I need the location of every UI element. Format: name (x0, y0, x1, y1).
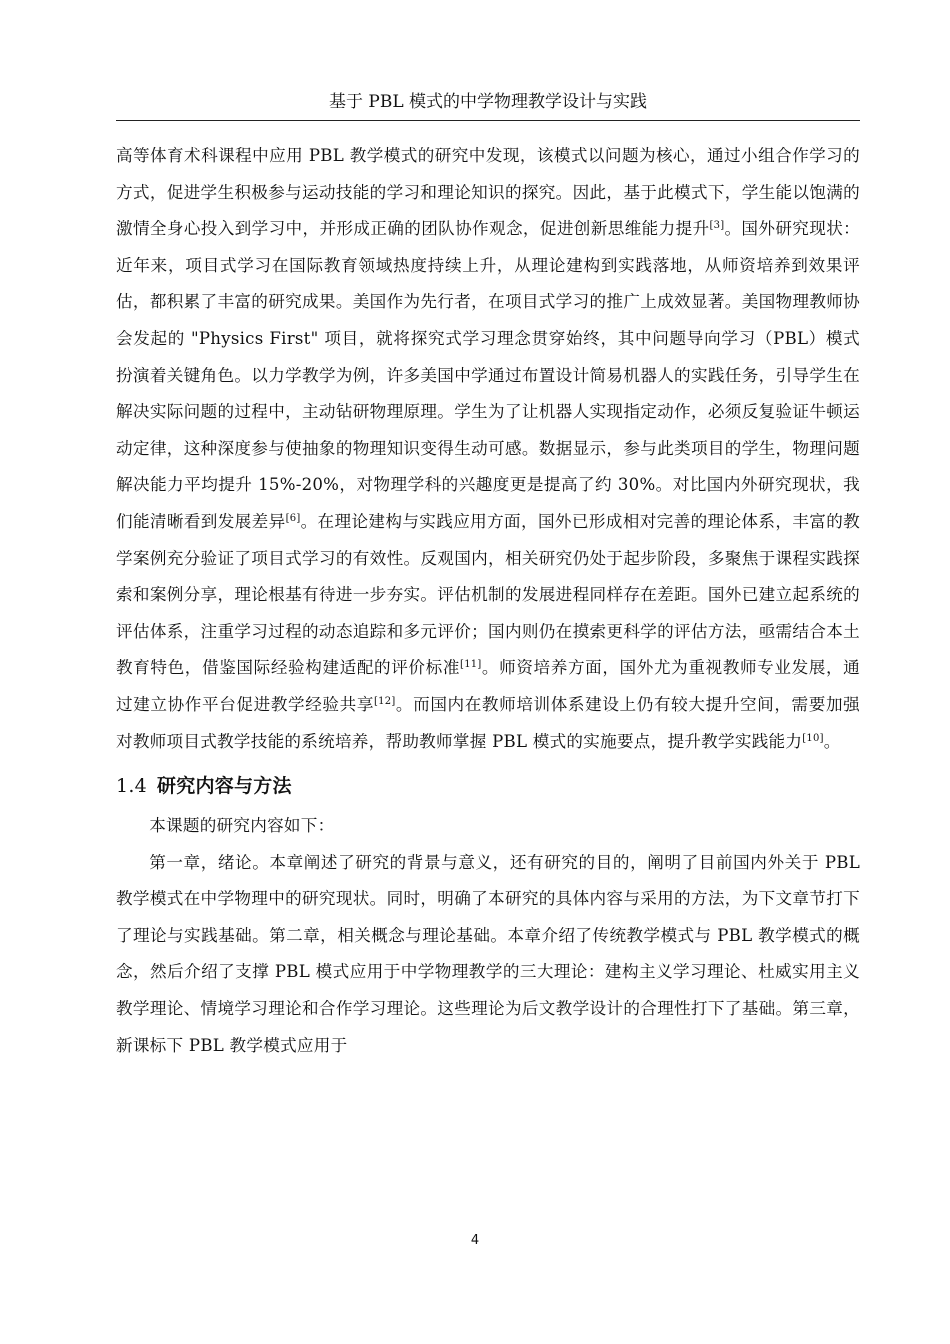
header-rule (116, 120, 860, 121)
citation: [3] (709, 220, 725, 232)
running-header: 基于 PBL 模式的中学物理教学设计与实践 (328, 92, 648, 112)
section-number: 1.4 (116, 775, 147, 798)
paragraph-text: 。而国内在教师培训体系建设上仍有较大提升空间，需要加强对教师项目式教学技能的系统培养，帮助教师掌握 PBL 模式的实施要点，提升教学实践能力 (116, 694, 861, 751)
citation: [12] (374, 695, 396, 707)
paragraph-chapters: 第一章，绪论。本章阐述了研究的背景与意义，还有研究的目的，阐明了目前国内外关于 PBL 教学模式在中学物理中的研究现状。同时，明确了本研究的具体内容与采用的方法，为下文章节打下了理论与实践基础。第二章，相关概念与理论基础。本章介绍了传统教学模式与 PBL 教学模式的概念，然后介绍了支撑 PBL 模式应用于中学物理教学的三大理论：建构主义学习理论、杜威实用主义教学理论、情境学习理论和合作学习理论。这些理论为后文教学设计的合理性打下了基础。第三章，新课标下 PBL 教学模式应用于 (116, 852, 860, 1055)
citation: [6] (285, 512, 301, 524)
citation: [11] (460, 659, 482, 671)
paragraph-text: 。国外研究现状：近年来，项目式学习在国际教育领域热度持续上升，从理论建构到实践落地，从师资培养到效果评估，都积累了丰富的研究成果。美国作为先行者，在项目式学习的推广上成效显著。美国物理教师协会发起的 "Physics First" 项目，就将探究式学习理念贯穿始终，其中问题导向学习（PBL）模式扮演着关键角色。以力学教学为例，许多美国中学通过布置设计简易机器人的实践任务，引导学生在解决实际问题的过程中，主动钻研物理原理。学生为了让机器人实现指定动作，必须反复验证牛顿运动定律，这种深度参与使抽象的物理知识变得生动可感。数据显示，参与此类项目的学生，物理问题解决能力平均提升 15%-20%，对物理学科的兴趣度更是提高了约 30%。对比国内外研究现状，我们能清晰看到发展差异 (116, 219, 861, 531)
paragraph-text: 高等体育术科课程中应用 PBL 教学模式的研究中发现，该模式以问题为核心，通过小组合作学习的方式，促进学生积极参与运动技能的学习和理论知识的探究。因此，基于此模式下，学生能以饱满的激情全身心投入到学习中，并形成正确的团队协作观念，促进创新思维能力提升 (116, 146, 860, 239)
section-title: 研究内容与方法 (156, 775, 292, 798)
section-heading (116, 766, 860, 806)
paragraph-text: 。师资培养方面，国外尤为重视教师专业发展，通过建立协作平台促进教学经验共享 (116, 658, 861, 714)
paragraph-literature-review (116, 138, 860, 760)
paragraph-text: 。 (823, 731, 841, 751)
citation: [10] (802, 732, 824, 744)
paragraph-text: 。在理论建构与实践应用方面，国外已形成相对完善的理论体系，丰富的教学案例充分验证了项目式学习的有效性。反观国内，相关研究仍处于起步阶段，多聚焦于课程实践探索和案例分享，理论根基有待进一步夯实。评估机制的发展进程同样存在差距。国外已建立起系统的评估体系，注重学习过程的动态追踪和多元评价；国内则仍在摸索更科学的评估方法，亟需结合本土教育特色，借鉴国际经验构建适配的评价标准 (116, 511, 861, 678)
page-number: 4 (470, 1233, 480, 1248)
body-text (116, 138, 860, 1064)
paragraph-intro: 本课题的研究内容如下： (149, 816, 335, 836)
